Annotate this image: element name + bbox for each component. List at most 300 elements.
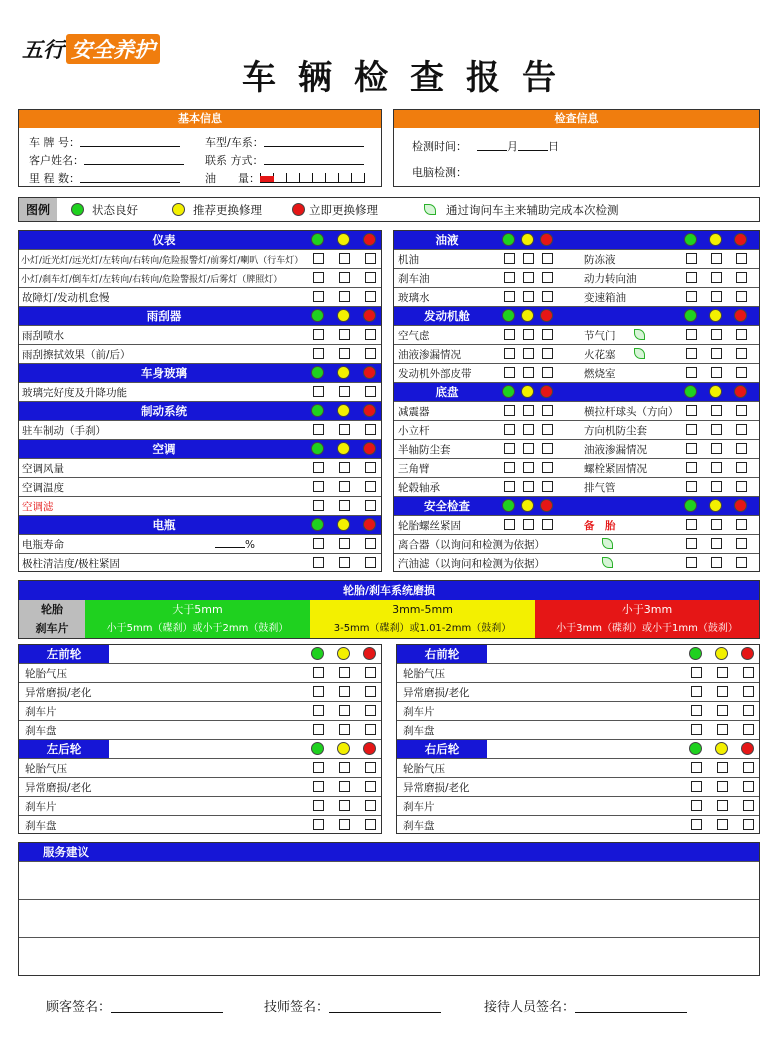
checkbox[interactable] [365,348,376,359]
advice-line[interactable] [19,862,759,900]
checkbox[interactable] [711,443,722,454]
checkbox[interactable] [711,291,722,302]
checkbox[interactable] [313,386,324,397]
month-field[interactable] [477,141,507,151]
checkbox[interactable] [542,272,553,283]
right-checklist [393,230,760,572]
checkbox[interactable] [313,667,324,678]
table-row [19,231,381,250]
row-label: 离合器（以询问和检测为依据） [398,538,545,551]
checkbox[interactable] [686,272,697,283]
yellow-dot-icon [715,647,728,660]
table-row [397,645,759,664]
checkbox[interactable] [542,348,553,359]
model-field[interactable] [264,137,364,147]
checkbox[interactable] [743,724,754,735]
green-dot-icon [311,404,324,417]
checkbox[interactable] [365,386,376,397]
checkbox[interactable] [736,405,747,416]
yellow-dot-icon [337,404,350,417]
checkbox[interactable] [743,686,754,697]
checkbox[interactable] [365,291,376,302]
red-dot-icon [741,742,754,755]
green-dot-icon [502,309,515,322]
table-row [394,440,759,459]
green-dot-icon [684,499,697,512]
right-wheels [396,644,760,834]
checkbox[interactable] [339,557,350,568]
checkbox[interactable] [686,291,697,302]
table-row [19,459,381,478]
checkbox[interactable] [339,272,350,283]
section-battery: 电瓶 [152,518,176,532]
table-row [19,683,381,702]
row-label: 变速箱油 [584,291,626,304]
checkbox[interactable] [686,443,697,454]
checkbox[interactable] [339,462,350,473]
checkbox[interactable] [691,724,702,735]
table-row [19,421,381,440]
table-row [394,535,759,554]
checkbox[interactable] [542,253,553,264]
checkbox[interactable] [313,557,324,568]
checkbox[interactable] [542,367,553,378]
yellow-dot-icon [709,385,722,398]
table-row [19,497,381,516]
plate-field[interactable] [80,137,180,147]
section-ac: 空调 [152,442,176,456]
checkbox[interactable] [365,819,376,830]
checkbox[interactable] [339,800,350,811]
checkbox[interactable] [717,724,728,735]
section-oil: 油液 [435,233,459,247]
table-row [397,721,759,740]
checkbox[interactable] [504,329,515,340]
checkbox[interactable] [711,272,722,283]
section-brake: 制动系统 [141,404,187,418]
checkbox[interactable] [542,405,553,416]
table-row [394,345,759,364]
tech-signature: 技师签名： [264,996,441,1015]
checkbox[interactable] [736,253,747,264]
checkbox[interactable] [686,462,697,473]
section-safety: 安全检查 [424,499,470,513]
checkbox[interactable] [313,762,324,773]
checkbox[interactable] [686,538,697,549]
checkbox[interactable] [523,329,534,340]
checkbox[interactable] [711,519,722,530]
table-row [394,231,759,250]
checkbox[interactable] [542,481,553,492]
checkbox[interactable] [717,819,728,830]
checkbox[interactable] [686,519,697,530]
leaf-icon [424,204,436,215]
checkbox[interactable] [686,424,697,435]
checkbox[interactable] [365,705,376,716]
checkbox[interactable] [365,538,376,549]
red-dot-icon [540,309,553,322]
checkbox[interactable] [691,819,702,830]
row-label: 备 胎 [584,519,616,532]
checkbox[interactable] [743,762,754,773]
table-row [397,740,759,759]
checkbox[interactable] [504,481,515,492]
checkbox[interactable] [542,462,553,473]
table-row [394,307,759,326]
checkbox[interactable] [736,291,747,302]
green-dot-icon [684,233,697,246]
legend: 图例 状态良好 推荐更换修理 立即更换修理 通过询问车主来辅助完成本次检测 [18,197,760,222]
checkbox[interactable] [717,686,728,697]
checkbox[interactable] [313,462,324,473]
table-row [19,364,381,383]
checkbox[interactable] [736,329,747,340]
checkbox[interactable] [339,329,350,340]
checkbox[interactable] [691,705,702,716]
green-dot-icon [311,366,324,379]
checkbox[interactable] [339,386,350,397]
checkbox[interactable] [313,819,324,830]
fuel-gauge[interactable] [260,173,365,183]
checkbox[interactable] [339,253,350,264]
row-label: 轮胎气压 [25,667,67,680]
tech-signature-field[interactable] [329,999,441,1013]
green-dot-icon [502,499,515,512]
checkbox[interactable] [736,348,747,359]
checkbox[interactable] [523,405,534,416]
red-dot-icon [540,499,553,512]
checkbox[interactable] [523,367,534,378]
checkbox[interactable] [523,253,534,264]
row-label: 玻璃完好度及升降功能 [22,386,127,399]
row-label: 三角臂 [398,462,430,475]
checkbox[interactable] [365,667,376,678]
checkbox[interactable] [711,405,722,416]
checkbox[interactable] [711,462,722,473]
checkbox[interactable] [743,705,754,716]
left-checklist [18,230,382,572]
yellow-dot-icon [521,309,534,322]
checkbox[interactable] [313,800,324,811]
checkbox[interactable] [691,781,702,792]
table-row [19,269,381,288]
row-label: 空调温度 [22,481,64,494]
table-row [19,797,381,816]
row-label: 刹车盘 [25,724,57,737]
customer-field[interactable] [84,155,184,165]
checkbox[interactable] [711,367,722,378]
checkbox[interactable] [711,329,722,340]
checkbox[interactable] [523,291,534,302]
checkbox[interactable] [686,405,697,416]
customer-signature: 顾客签名： [46,996,223,1015]
checkbox[interactable] [313,705,324,716]
row-label: 刹车盘 [403,820,435,832]
basic-info-header: 基本信息 [19,110,381,128]
table-row [19,307,381,326]
checkbox[interactable] [686,329,697,340]
checkbox[interactable] [339,781,350,792]
left-wheels [18,644,382,834]
row-label: 空调滤 [22,500,54,513]
section-wiper: 雨刮器 [146,309,182,323]
customer-signature-field[interactable] [111,999,223,1013]
checkbox[interactable] [691,667,702,678]
day-field[interactable] [518,141,548,151]
yellow-dot-icon [172,203,185,216]
checkbox[interactable] [691,686,702,697]
checkbox[interactable] [743,667,754,678]
row-label: 轮胎螺丝紧固 [398,519,461,532]
table-row [19,478,381,497]
checkbox[interactable] [504,443,515,454]
checkbox[interactable] [743,781,754,792]
green-dot-icon [311,233,324,246]
checkbox[interactable] [691,800,702,811]
table-row [397,797,759,816]
red-dot-icon [363,518,376,531]
row-label: 小灯/近光灯/远光灯/左转向/右转向/危险报警灯/前雾灯/喇叭（行车灯） [21,255,304,266]
green-dot-icon [311,442,324,455]
checkbox[interactable] [313,291,324,302]
mileage-field[interactable] [80,173,180,183]
checkbox[interactable] [339,500,350,511]
checkbox[interactable] [504,519,515,530]
checkbox[interactable] [313,481,324,492]
checkbox[interactable] [717,800,728,811]
red-dot-icon [363,309,376,322]
checkbox[interactable] [523,519,534,530]
green-dot-icon [311,518,324,531]
yellow-dot-icon [715,742,728,755]
checkbox[interactable] [717,781,728,792]
table-row [19,759,381,778]
table-row [19,721,381,740]
checkbox[interactable] [542,424,553,435]
checkbox[interactable] [523,272,534,283]
checkbox[interactable] [736,424,747,435]
red-dot-icon [363,742,376,755]
checkbox[interactable] [313,686,324,697]
checkbox[interactable] [743,800,754,811]
checkbox[interactable] [523,424,534,435]
checkbox[interactable] [743,819,754,830]
checkbox[interactable] [736,462,747,473]
checkbox[interactable] [365,781,376,792]
row-label: 排气管 [584,481,616,494]
checkbox[interactable] [339,538,350,549]
row-label: 空调风量 [22,462,64,475]
checkbox[interactable] [365,424,376,435]
row-label: 轮胎气压 [25,762,67,775]
battery-life-field[interactable] [215,538,245,548]
row-label: 玻璃水 [398,291,430,304]
checkbox[interactable] [339,667,350,678]
checkbox[interactable] [339,762,350,773]
checkbox[interactable] [365,724,376,735]
checkbox[interactable] [365,253,376,264]
checkbox[interactable] [365,686,376,697]
checkbox[interactable] [523,348,534,359]
checkbox[interactable] [365,462,376,473]
yellow-dot-icon [337,309,350,322]
checkbox[interactable] [717,762,728,773]
green-dot-icon [684,309,697,322]
row-label: 螺栓紧固情况 [584,462,647,475]
checkbox[interactable] [313,424,324,435]
checkbox[interactable] [686,367,697,378]
table-row [394,516,759,535]
checkbox[interactable] [504,291,515,302]
table-row [19,402,381,421]
checkbox[interactable] [686,557,697,568]
table-row [19,250,381,269]
advice-line[interactable] [19,900,759,938]
checkbox[interactable] [542,291,553,302]
checkbox[interactable] [736,538,747,549]
checkbox[interactable] [339,291,350,302]
row-label: 故障灯/发动机怠慢 [22,291,110,304]
red-dot-icon [734,385,747,398]
row-label: 空气虑 [398,329,430,342]
row-label: 电瓶寿命 [22,538,64,551]
checkbox[interactable] [339,686,350,697]
checkbox[interactable] [504,405,515,416]
checkbox[interactable] [504,253,515,264]
checkbox[interactable] [523,462,534,473]
table-row [19,816,381,835]
row-label: 轮毂轴承 [398,481,440,494]
checkbox[interactable] [542,519,553,530]
checkbox[interactable] [736,272,747,283]
contact-field[interactable] [264,155,364,165]
checkbox[interactable] [711,348,722,359]
table-row [19,326,381,345]
green-dot-icon [311,647,324,660]
checkbox[interactable] [313,538,324,549]
checkbox[interactable] [339,819,350,830]
checkbox[interactable] [542,443,553,454]
checkbox[interactable] [711,424,722,435]
checkbox[interactable] [736,481,747,492]
checkbox[interactable] [736,443,747,454]
reception-signature-field[interactable] [575,999,687,1013]
checkbox[interactable] [365,500,376,511]
checkbox[interactable] [365,557,376,568]
wear-title: 轮胎/刹车系统磨损 [19,581,759,600]
checkbox[interactable] [736,519,747,530]
green-dot-icon [502,385,515,398]
green-dot-icon [684,385,697,398]
checkbox[interactable] [691,762,702,773]
table-row [19,554,381,573]
checkbox[interactable] [365,481,376,492]
yellow-dot-icon [337,442,350,455]
checkbox[interactable] [504,348,515,359]
checkbox[interactable] [711,557,722,568]
yellow-dot-icon [337,233,350,246]
table-row [394,497,759,516]
checkbox[interactable] [313,272,324,283]
checkbox[interactable] [717,667,728,678]
green-dot-icon [689,647,702,660]
checkbox[interactable] [365,800,376,811]
checkbox[interactable] [736,367,747,378]
row-label: 小灯/刹车灯/倒车灯/左转向/右转向/危险警报灯/后雾灯（牌照灯） [21,274,283,285]
checkbox[interactable] [711,538,722,549]
table-row [397,778,759,797]
checkbox[interactable] [717,705,728,716]
checkbox[interactable] [686,348,697,359]
row-label: 动力转向油 [584,272,637,285]
checkbox[interactable] [523,481,534,492]
table-row [19,516,381,535]
checkbox[interactable] [339,724,350,735]
yellow-dot-icon [521,385,534,398]
table-row [19,383,381,402]
red-dot-icon [540,233,553,246]
checkbox[interactable] [365,762,376,773]
table-row [394,364,759,383]
table-row [394,478,759,497]
checkbox[interactable] [339,481,350,492]
checkbox[interactable] [504,462,515,473]
green-dot-icon [689,742,702,755]
row-label: 油液渗漏情况 [398,348,461,361]
checkbox[interactable] [313,500,324,511]
service-advice [18,842,760,976]
checkbox[interactable] [313,348,324,359]
row-label: 轮胎气压 [403,667,445,680]
checkbox[interactable] [504,367,515,378]
table-row [19,740,381,759]
row-label: 刹车片 [403,800,435,813]
checkbox[interactable] [686,481,697,492]
checkbox[interactable] [339,348,350,359]
row-label: 刹车片 [25,705,57,718]
row-label: 火花塞 [584,348,616,361]
table-row [19,778,381,797]
checkbox[interactable] [313,781,324,792]
checkbox[interactable] [711,481,722,492]
row-label: % [215,538,255,551]
table-row [19,345,381,364]
checkbox[interactable] [365,272,376,283]
right-front-wheel-title: 右前轮 [397,645,487,663]
left-front-wheel-title: 左前轮 [19,645,109,663]
row-label: 汽油滤（以询问和检测为依据） [398,558,545,570]
advice-line[interactable] [19,938,759,976]
yellow-dot-icon [337,518,350,531]
checkbox[interactable] [313,724,324,735]
checkbox[interactable] [365,329,376,340]
checkbox[interactable] [686,253,697,264]
checkbox[interactable] [542,329,553,340]
checkbox[interactable] [523,443,534,454]
checkbox[interactable] [339,705,350,716]
row-label: 半轴防尘套 [398,443,451,456]
red-dot-icon [363,442,376,455]
checkbox[interactable] [504,424,515,435]
checkbox[interactable] [313,253,324,264]
checkbox[interactable] [736,557,747,568]
checkbox[interactable] [313,329,324,340]
checkbox[interactable] [339,424,350,435]
checkbox[interactable] [504,272,515,283]
row-label: 异常磨损/老化 [25,781,92,794]
inspect-info-panel: 检查信息 检测时间： 月 日 电脑检测： [393,109,760,187]
checkbox[interactable] [711,253,722,264]
